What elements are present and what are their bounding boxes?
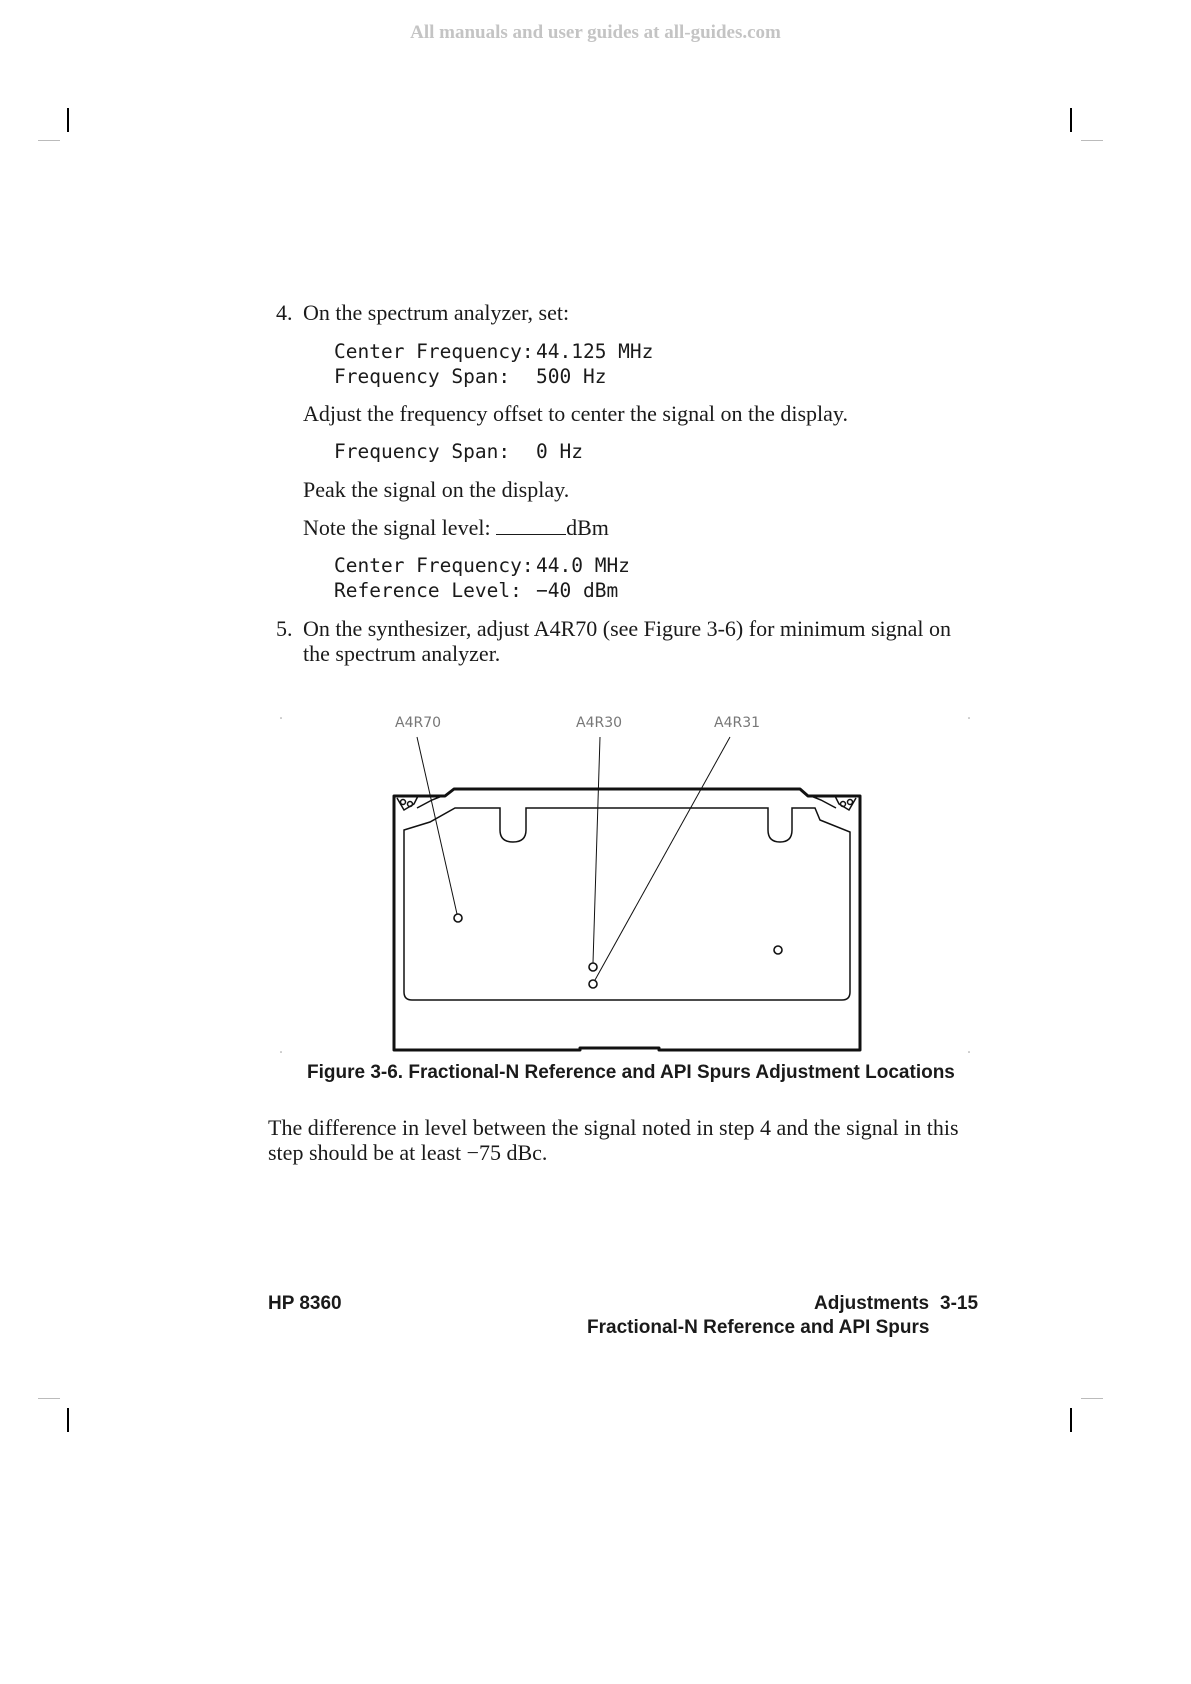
setting-label: Center Frequency: xyxy=(334,340,534,363)
callout-a4r30: A4R30 xyxy=(576,715,623,731)
watermark: All manuals and user guides at all-guides.com xyxy=(410,22,781,43)
step-5-text-line2: the spectrum analyzer. xyxy=(303,641,501,666)
callout-a4r31: A4R31 xyxy=(714,715,761,731)
step-4-number: 4. xyxy=(276,300,293,325)
setting-value: 500 Hz xyxy=(536,365,607,388)
callout-a4r70: A4R70 xyxy=(395,715,442,731)
setting-label: Frequency Span: xyxy=(334,365,511,388)
leader-lines xyxy=(417,737,730,980)
setting-label: Center Frequency: xyxy=(334,554,534,577)
closing-line-2: step should be at least −75 dBc. xyxy=(268,1140,548,1165)
footer-page-number: 3-15 xyxy=(940,1293,979,1314)
adjust-point-a4r30 xyxy=(589,963,597,971)
inner-shield xyxy=(404,808,850,1000)
setting-value: 0 Hz xyxy=(536,440,583,463)
footer-section: Adjustments xyxy=(814,1293,930,1314)
board-outline xyxy=(394,789,860,1050)
instruction-adjust-offset: Adjust the frequency offset to center the signal on the display. xyxy=(303,401,848,426)
setting-value: 44.125 MHz xyxy=(536,340,654,363)
closing-line-1: The difference in level between the signal noted in step 4 and the signal in this xyxy=(268,1115,959,1140)
step-5-text-line1: On the synthesizer, adjust A4R70 (see Figure 3-6) for minimum signal on xyxy=(303,616,952,641)
footer-subsection: Fractional-N Reference and API Spurs xyxy=(587,1317,930,1338)
note-unit: dBm xyxy=(566,515,609,540)
footer-model: HP 8360 xyxy=(268,1293,342,1314)
step-4-text: On the spectrum analyzer, set: xyxy=(303,300,570,325)
instruction-peak-signal: Peak the signal on the display. xyxy=(303,477,570,502)
adjust-point-a4r70 xyxy=(454,914,462,922)
figure-caption: Figure 3-6. Fractional-N Reference and API Spurs Adjustment Locations xyxy=(307,1062,955,1083)
setting-label: Frequency Span: xyxy=(334,440,511,463)
adjust-point-a4r31 xyxy=(589,980,597,988)
adjust-point-other xyxy=(774,946,782,954)
setting-label: Reference Level: xyxy=(334,579,522,602)
setting-value: 44.0 MHz xyxy=(536,554,630,577)
setting-value: −40 dBm xyxy=(536,579,619,602)
note-prefix: Note the signal level: xyxy=(303,515,491,540)
step-5-number: 5. xyxy=(276,616,293,641)
